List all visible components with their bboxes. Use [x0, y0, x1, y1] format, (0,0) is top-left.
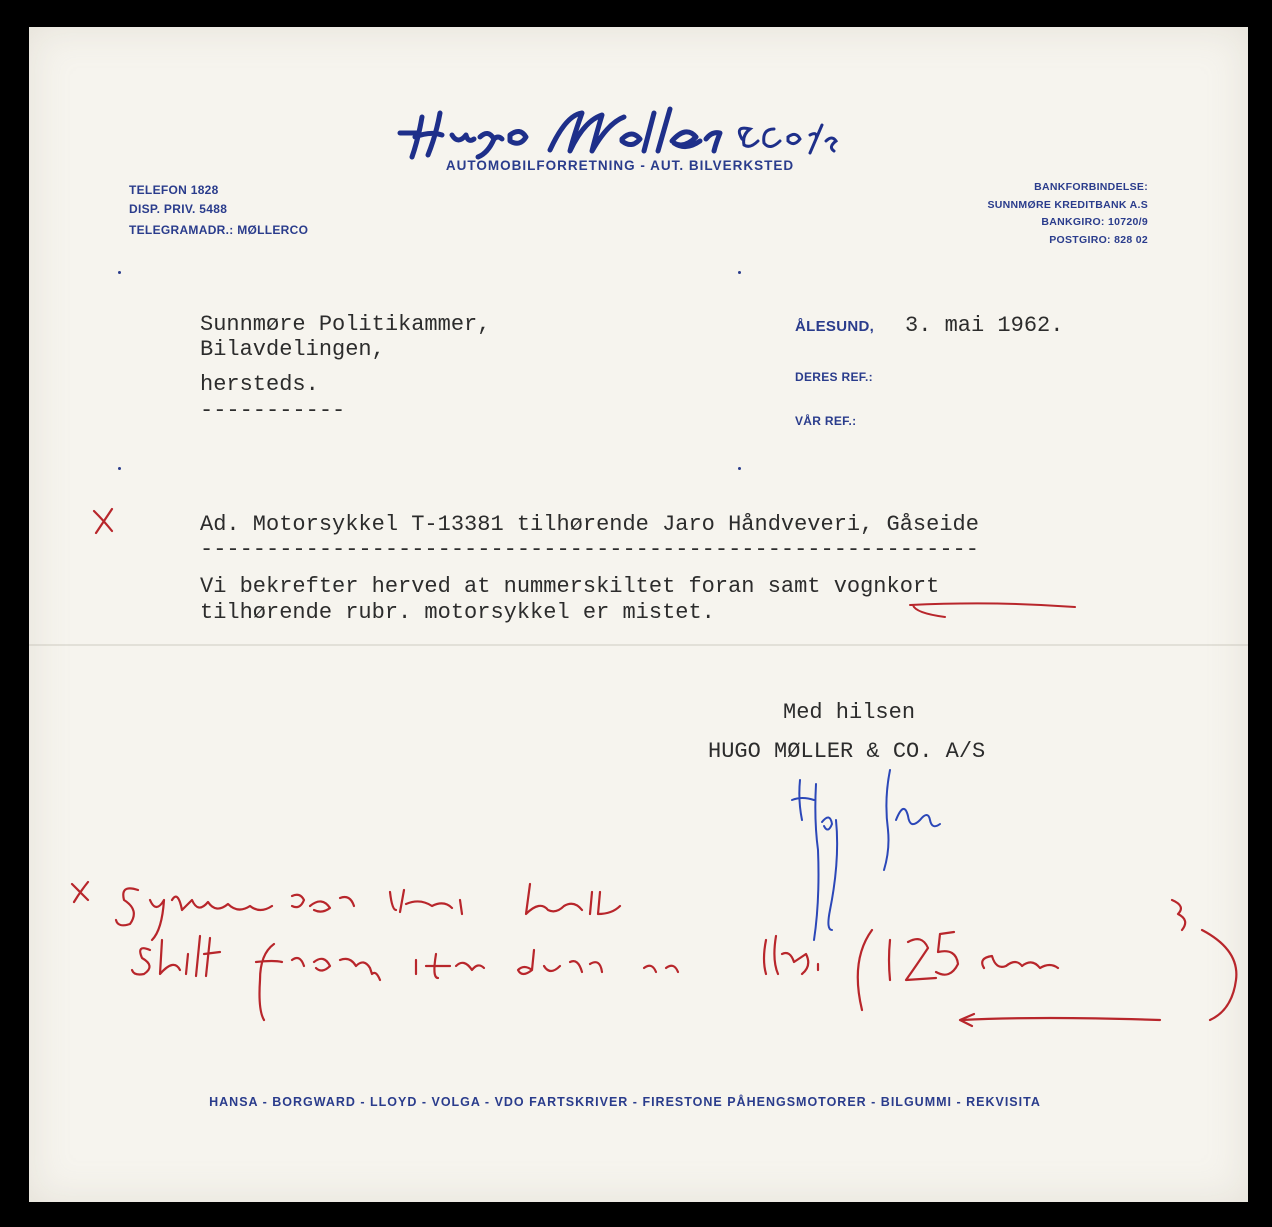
- company-logo: [370, 95, 870, 165]
- closing-company: HUGO MØLLER & CO. A/S: [708, 739, 986, 764]
- bank-name: SUNNMØRE KREDITBANK A.S: [987, 198, 1148, 211]
- telephone: TELEFON 1828: [129, 183, 219, 197]
- bank-title: BANKFORBINDELSE:: [1034, 181, 1148, 193]
- recipient-underline: -----------: [200, 398, 346, 423]
- footer-brands: HANSA - BORGWARD - LLOYD - VOLGA - VDO FARTSKRIVER - FIRESTONE PÅHENGSMOTORER - BILGUMMI - REKVISITA: [209, 1095, 1041, 1109]
- red-underline-vognkort: [905, 595, 1085, 625]
- subject-line: Ad. Motorsykkel T-13381 tilhørende Jaro Håndveveri, Gåseide: [200, 512, 979, 537]
- paper-fold: [29, 644, 1248, 646]
- recipient-line-1: Sunnmøre Politikammer,: [200, 312, 491, 337]
- telegram-address: TELEGRAMADR.: MØLLERCO: [129, 223, 309, 237]
- company-tagline: AUTOMOBILFORRETNING - AUT. BILVERKSTED: [445, 158, 795, 173]
- red-x-mark: [90, 505, 120, 535]
- guide-dot: [738, 271, 741, 274]
- handwritten-note: [60, 870, 1250, 1040]
- private-phone: DISP. PRIV. 5488: [129, 202, 228, 216]
- body-line-2: tilhørende rubr. motorsykkel er mistet.: [200, 600, 715, 625]
- guide-dot: [118, 467, 121, 470]
- var-ref-label: VÅR REF.:: [795, 414, 857, 428]
- postgiro: POSTGIRO: 828 02: [1049, 233, 1148, 246]
- recipient-line-2: Bilavdelingen,: [200, 337, 385, 362]
- closing-greeting: Med hilsen: [783, 700, 916, 725]
- guide-dot: [738, 467, 741, 470]
- recipient-line-3: hersteds.: [200, 372, 319, 397]
- letter-date: 3. mai 1962.: [905, 313, 1064, 338]
- place-label: ÅLESUND,: [795, 318, 875, 335]
- deres-ref-label: DERES REF.:: [795, 370, 873, 384]
- subject-rule: -----------------------------------------------------------: [200, 537, 979, 562]
- guide-dot: [118, 271, 121, 274]
- bankgiro: BANKGIRO: 10720/9: [1041, 216, 1148, 228]
- contact-block: [129, 181, 308, 240]
- bank-block: [987, 179, 1148, 249]
- body-line-1: Vi bekrefter herved at nummerskiltet foran samt vognkort: [200, 574, 940, 599]
